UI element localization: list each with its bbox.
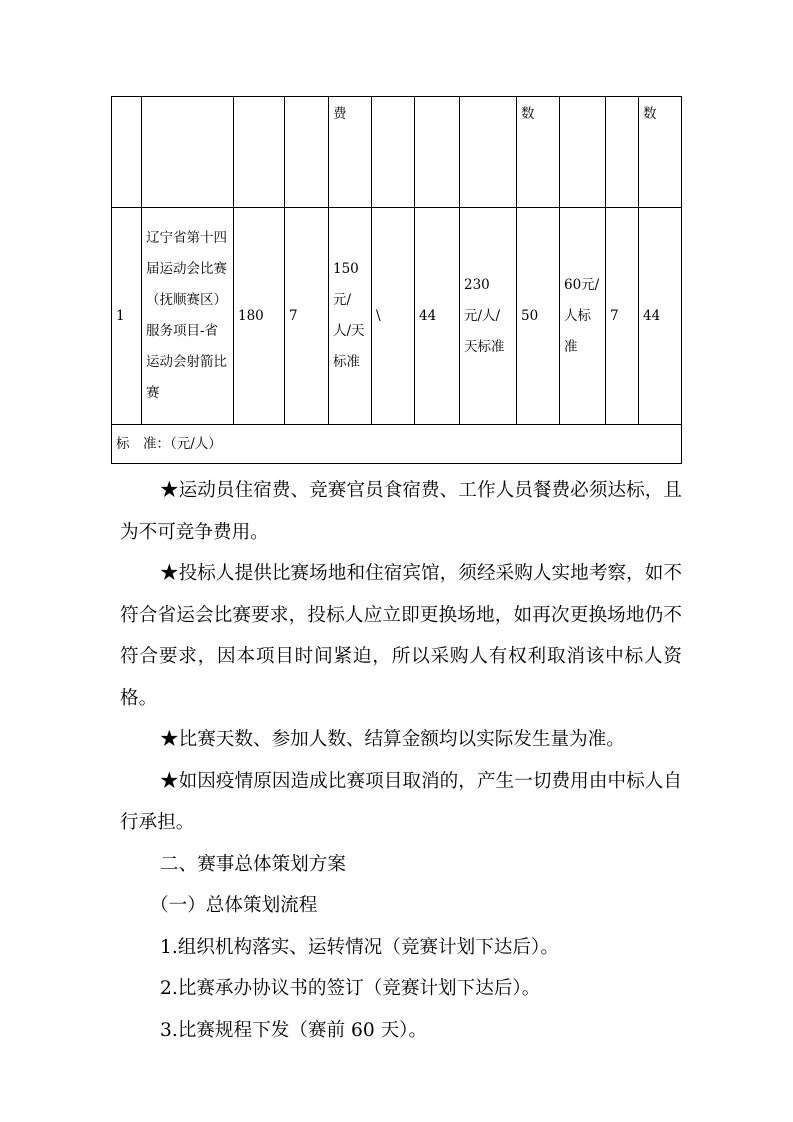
fee-table — [111, 96, 682, 464]
table-cell — [560, 97, 606, 208]
table-cell: 7 — [606, 208, 639, 425]
table-cell — [112, 97, 142, 208]
table-cell — [372, 97, 415, 208]
table-cell — [460, 97, 517, 208]
table-cell: 50 — [517, 208, 560, 425]
table-cell: 60元/人标准 — [560, 208, 606, 425]
paragraph: ★比赛天数、参加人数、结算金额均以实际发生量为准。 — [160, 729, 625, 750]
table-header-fragment-row — [112, 97, 682, 208]
table-cell: 230 元/人/天标准 — [460, 208, 517, 425]
table-cell: 44 — [639, 208, 682, 425]
table-cell — [234, 97, 285, 208]
list-item: 2.比赛承办协议书的签订（竞赛计划下达后）。 — [160, 978, 541, 999]
table-cell: 180 — [234, 208, 285, 425]
table-cell: 150元/人/天标准 — [329, 208, 372, 425]
table-cell — [415, 97, 460, 208]
table-cell: 数 — [639, 97, 682, 208]
table-cell: 44 — [415, 208, 460, 425]
table-cell — [285, 97, 329, 208]
table-footer-row — [112, 425, 682, 464]
subsection-heading: （一）总体策划流程 — [150, 895, 318, 916]
table-cell: 7 — [285, 208, 329, 425]
table-footer: 标 准：（元/人） — [112, 425, 682, 464]
section-heading: 二、赛事总体策划方案 — [160, 853, 346, 875]
paragraph: ★如因疫情原因造成比赛项目取消的，产生一切费用由中标人自行承担。 — [120, 770, 682, 833]
table-cell: 1 — [112, 208, 142, 425]
paragraph: ★投标人提供比赛场地和住宿宾馆，须经采购人实地考察，如不符合省运会比赛要求，投标人应立即更换场地，如再次更换场地仍不符合要求，因本项目时间紧迫，所以采购人有权利取消该中标人资格。 — [120, 563, 682, 709]
table-cell: 辽宁省第十四届运动会比赛（抚顺赛区）服务项目-省运动会射箭比赛 — [142, 208, 234, 425]
table-cell: 费 — [329, 97, 372, 208]
table-row — [112, 208, 682, 425]
body-text — [120, 470, 682, 1051]
table-cell — [142, 97, 234, 208]
list-item: 3.比赛规程下发（赛前 60 天）。 — [160, 1019, 428, 1041]
table-cell: \ — [372, 208, 415, 425]
paragraph: ★运动员住宿费、竞赛官员食宿费、工作人员餐费必须达标，且为不可竞争费用。 — [120, 480, 682, 543]
list-item: 1.组织机构落实、运转情况（竞赛计划下达后）。 — [160, 936, 559, 958]
table-cell — [606, 97, 639, 208]
table-cell: 数 — [517, 97, 560, 208]
